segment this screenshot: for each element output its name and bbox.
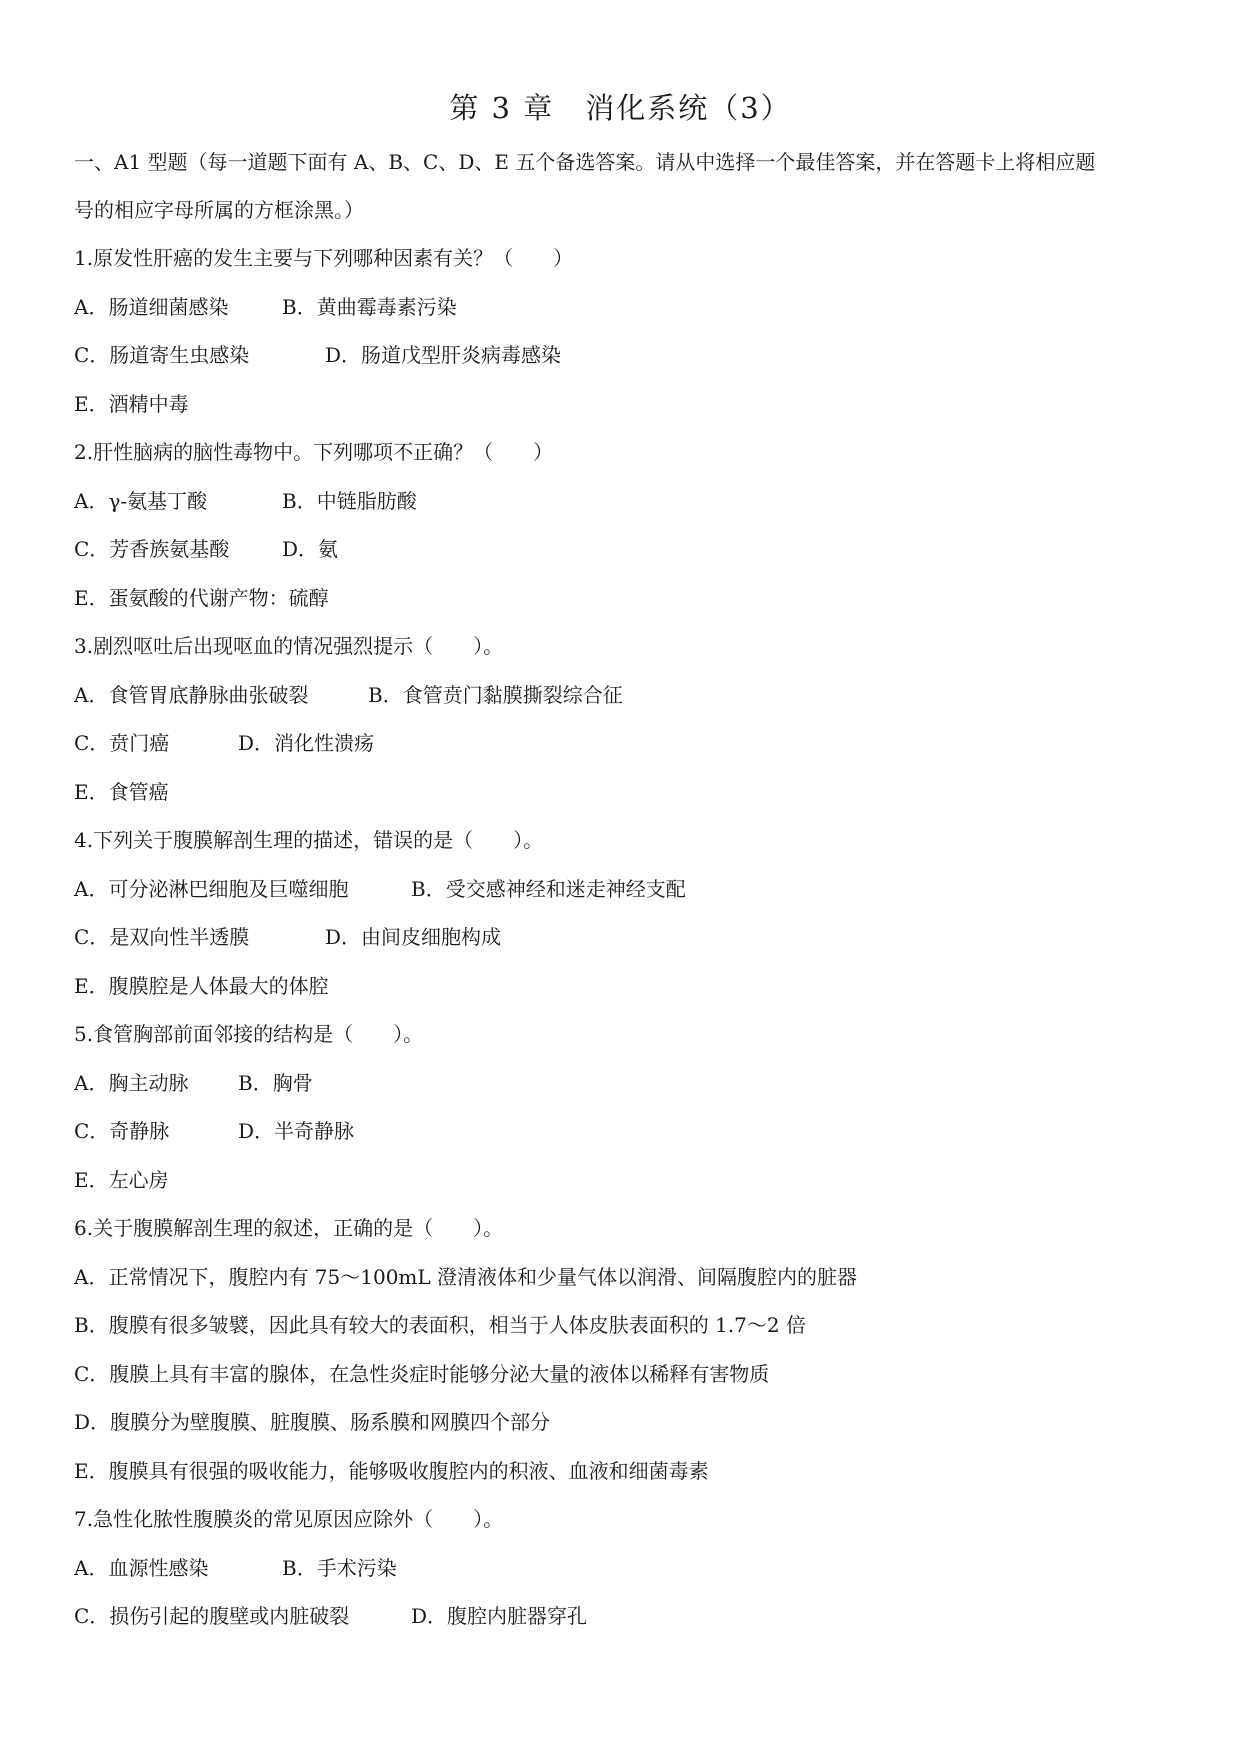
question-4-option-d: D．由间皮细胞构成 [325, 925, 502, 949]
question-3-option-e: E．食管癌 [74, 780, 169, 804]
question-7-option-c: C．损伤引起的腹壁或内脏破裂 [74, 1604, 350, 1628]
question-4-option-a: A．可分泌淋巴细胞及巨噬细胞 [74, 877, 349, 901]
question-5-option-e: E．左心房 [74, 1168, 169, 1192]
question-2-option-b: B．中链脂肪酸 [282, 489, 417, 513]
question-1-stem: 1.原发性肝癌的发生主要与下列哪种因素有关？（ ） [74, 246, 574, 270]
question-3-option-a: A．食管胃底静脉曲张破裂 [74, 683, 309, 707]
question-3-stem: 3.剧烈呕吐后出现呕血的情况强烈提示（ ）。 [74, 634, 504, 658]
question-5-option-a: A．胸主动脉 [74, 1071, 189, 1095]
page-title: 第 3 章 消化系统（3） [449, 91, 792, 125]
question-1-option-e: E．酒精中毒 [74, 392, 189, 416]
question-6-option-e: E．腹膜具有很强的吸收能力，能够吸收腹腔内的积液、血液和细菌毒素 [74, 1459, 709, 1483]
question-1-option-c: C．肠道寄生虫感染 [74, 343, 250, 367]
question-4-option-b: B．受交感神经和迷走神经支配 [411, 877, 686, 901]
question-2-option-c: C．芳香族氨基酸 [74, 537, 230, 561]
question-1-option-a: A．肠道细菌感染 [74, 295, 229, 319]
question-7-option-d: D．腹腔内脏器穿孔 [411, 1604, 588, 1628]
question-6-stem: 6.关于腹膜解剖生理的叙述，正确的是（ ）。 [74, 1216, 504, 1240]
question-2-option-e: E．蛋氨酸的代谢产物：硫醇 [74, 586, 329, 610]
question-5-option-b: B．胸骨 [238, 1071, 313, 1095]
question-6-option-a: A．正常情况下，腹腔内有 75～100mL 澄清液体和少量气体以润滑、间隔腹腔内的脏器 [74, 1265, 858, 1289]
question-2-option-a: A．γ-氨基丁酸 [74, 489, 208, 513]
question-4-stem: 4.下列关于腹膜解剖生理的描述，错误的是（ ）。 [74, 828, 544, 852]
section-instruction-line-1: 一、A1 型题（每一道题下面有 A、B、C、D、E 五个备选答案。请从中选择一个最佳答案，并在答题卡上将相应题 [74, 150, 1096, 174]
question-5-stem: 5.食管胸部前面邻接的结构是（ ）。 [74, 1022, 424, 1046]
question-1-option-d: D．肠道戊型肝炎病毒感染 [325, 343, 562, 367]
question-4-option-c: C．是双向性半透膜 [74, 925, 250, 949]
question-4-option-e: E．腹膜腔是人体最大的体腔 [74, 974, 329, 998]
question-3-option-b: B．食管贲门黏膜撕裂综合征 [368, 683, 623, 707]
question-6-option-c: C．腹膜上具有丰富的腺体，在急性炎症时能够分泌大量的液体以稀释有害物质 [74, 1362, 770, 1386]
question-7-option-b: B．手术污染 [282, 1556, 397, 1580]
question-7-option-a: A．血源性感染 [74, 1556, 209, 1580]
question-1-option-b: B．黄曲霉毒素污染 [282, 295, 457, 319]
section-instruction-line-2: 号的相应字母所属的方框涂黑。） [74, 198, 364, 222]
question-5-option-d: D．半奇静脉 [238, 1119, 355, 1143]
question-3-option-d: D．消化性溃疡 [238, 731, 375, 755]
question-6-option-b: B．腹膜有很多皱襞，因此具有较大的表面积，相当于人体皮肤表面积的 1.7～2 倍 [74, 1313, 806, 1337]
question-3-option-c: C．贲门癌 [74, 731, 170, 755]
question-7-stem: 7.急性化脓性腹膜炎的常见原因应除外（ ）。 [74, 1507, 504, 1531]
question-2-stem: 2.肝性脑病的脑性毒物中。下列哪项不正确？（ ） [74, 440, 554, 464]
question-5-option-c: C．奇静脉 [74, 1119, 170, 1143]
question-2-option-d: D．氨 [282, 537, 339, 561]
question-6-option-d: D．腹膜分为壁腹膜、脏腹膜、肠系膜和网膜四个部分 [74, 1410, 551, 1434]
